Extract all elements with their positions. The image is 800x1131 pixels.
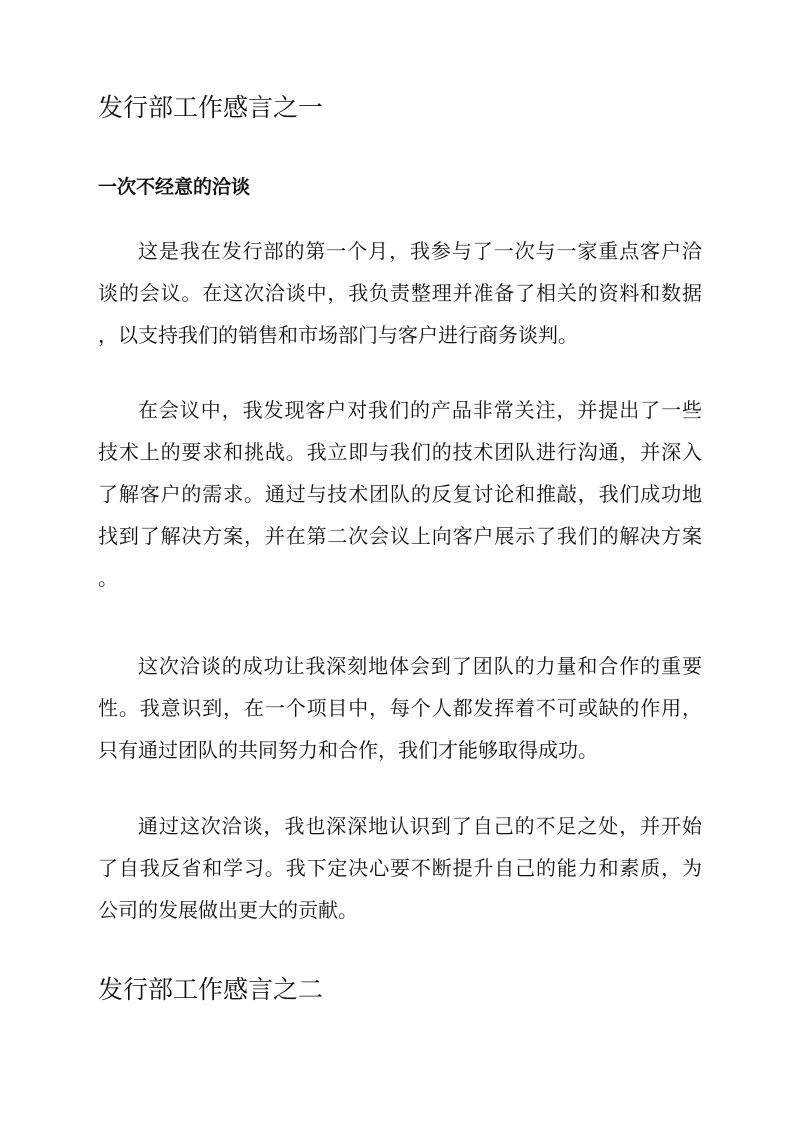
paragraph-line: 了解客户的需求。通过与技术团队的反复讨论和推敲，我们成功地: [98, 482, 702, 506]
paragraph-line: 在会议中，我发现客户对我们的产品非常关注，并提出了一些: [138, 398, 702, 422]
section-heading-2: 发行部工作感言之二: [98, 975, 324, 1004]
paragraph-line: 。: [98, 566, 118, 590]
paragraph-2: [98, 389, 702, 599]
paragraph-line: 性。我意识到，在一个项目中，每个人都发挥着不可或缺的作用，: [98, 696, 702, 720]
sub-heading-1: 一次不经意的洽谈: [98, 176, 251, 198]
paragraph-4: [98, 805, 702, 931]
paragraph-line: 谈的会议。在这次洽谈中，我负责整理并准备了相关的资料和数据: [98, 281, 702, 305]
paragraph-line: 这是我在发行部的第一个月，我参与了一次与一家重点客户洽: [138, 239, 702, 263]
paragraph-line: 只有通过团队的共同努力和合作，我们才能够取得成功。: [98, 738, 598, 762]
paragraph-line: 找到了解决方案，并在第二次会议上向客户展示了我们的解决方案: [98, 524, 702, 548]
paragraph-line: 了自我反省和学习。我下定决心要不断提升自己的能力和素质，为: [98, 856, 702, 880]
paragraph-1: [98, 230, 702, 356]
section-heading-1: 发行部工作感言之一: [98, 93, 324, 122]
paragraph-line: 公司的发展做出更大的贡献。: [98, 898, 358, 922]
paragraph-line: 这次洽谈的成功让我深刻地体会到了团队的力量和合作的重要: [138, 654, 702, 678]
paragraph-line: ，以支持我们的销售和市场部门与客户进行商务谈判。: [98, 323, 578, 347]
paragraph-line: 技术上的要求和挑战。我立即与我们的技术团队进行沟通，并深入: [98, 440, 702, 464]
paragraph-3: [98, 645, 702, 771]
paragraph-line: 通过这次洽谈，我也深深地认识到了自己的不足之处，并开始: [138, 814, 702, 838]
